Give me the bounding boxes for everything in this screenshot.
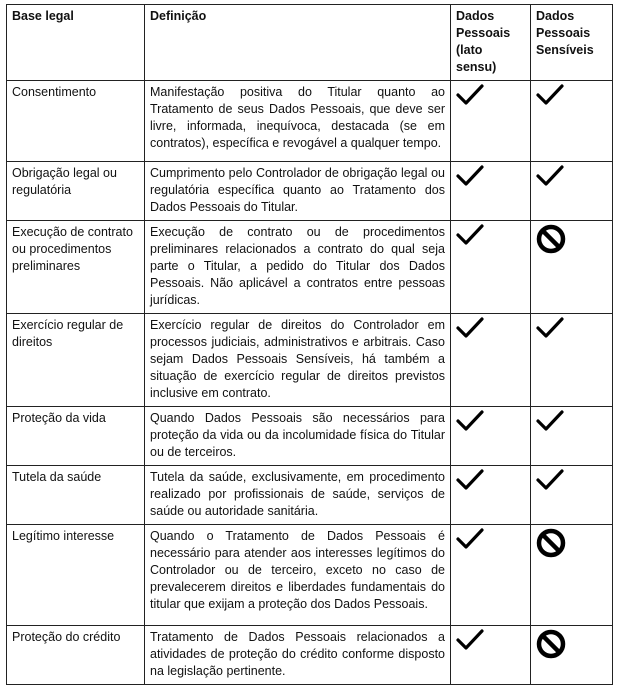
check-icon bbox=[456, 84, 525, 106]
check-icon bbox=[536, 84, 607, 106]
check-icon bbox=[456, 224, 525, 246]
dados-sensiveis-cell bbox=[531, 162, 613, 221]
definition-cell: Manifestação positiva do Titular quanto ao Tratamento de seus Dados Pessoais, que deve ser livre, informada, inequívoca, destacada (se em contratos), específica e revogável a qualquer tempo. bbox=[145, 81, 451, 162]
dados-pessoais-cell bbox=[451, 407, 531, 466]
dados-pessoais-cell bbox=[451, 314, 531, 407]
table-row bbox=[7, 626, 613, 685]
dados-pessoais-cell bbox=[451, 221, 531, 314]
check-icon bbox=[456, 629, 525, 651]
table-row bbox=[7, 466, 613, 525]
dados-sensiveis-cell bbox=[531, 314, 613, 407]
definition-cell: Tutela da saúde, exclusivamente, em procedimento realizado por profissionais de saúde, serviços de saúde ou autoridade sanitária. bbox=[145, 466, 451, 525]
prohibited-icon bbox=[536, 629, 607, 659]
dados-sensiveis-cell bbox=[531, 221, 613, 314]
prohibited-icon bbox=[536, 528, 607, 558]
base-legal-cell: Proteção da vida bbox=[7, 407, 145, 466]
check-icon bbox=[456, 528, 525, 550]
base-legal-cell: Execução de contrato ou procedimentos preliminares bbox=[7, 221, 145, 314]
table-row bbox=[7, 407, 613, 466]
dados-pessoais-cell bbox=[451, 162, 531, 221]
dados-pessoais-cell bbox=[451, 81, 531, 162]
definition-cell: Quando o Tratamento de Dados Pessoais é necessário para atender aos interesses legítimos do Controlador ou de terceiro, exceto no caso de prevalecerem direitos e liberdades fundamentais do titular que exijam a proteção dos Dados Pessoais. bbox=[145, 525, 451, 626]
table-row bbox=[7, 221, 613, 314]
table-row bbox=[7, 162, 613, 221]
legal-basis-table bbox=[6, 4, 613, 685]
prohibited-icon bbox=[536, 224, 607, 254]
dados-pessoais-cell bbox=[451, 466, 531, 525]
header-dados-sensiveis: Dados Pessoais Sensíveis bbox=[531, 5, 613, 81]
dados-sensiveis-cell bbox=[531, 525, 613, 626]
definition-cell: Quando Dados Pessoais são necessários para proteção da vida ou da incolumidade física do Titular ou de terceiros. bbox=[145, 407, 451, 466]
header-base-legal: Base legal bbox=[7, 5, 145, 81]
definition-cell: Cumprimento pelo Controlador de obrigação legal ou regulatória específica quanto ao Tratamento dos Dados Pessoais do Titular. bbox=[145, 162, 451, 221]
table-row bbox=[7, 81, 613, 162]
definition-cell: Execução de contrato ou de procedimentos preliminares relacionados a contrato do qual seja parte o Titular, a pedido do Titular dos Dados Pessoais. Não aplicável a contratos entre pessoas jurídicas. bbox=[145, 221, 451, 314]
check-icon bbox=[456, 410, 525, 432]
base-legal-cell: Tutela da saúde bbox=[7, 466, 145, 525]
base-legal-cell: Legítimo interesse bbox=[7, 525, 145, 626]
table-header-row bbox=[7, 5, 613, 81]
header-dados-pessoais: Dados Pessoais (lato sensu) bbox=[451, 5, 531, 81]
check-icon bbox=[456, 317, 525, 339]
dados-sensiveis-cell bbox=[531, 407, 613, 466]
base-legal-cell: Obrigação legal ou regulatória bbox=[7, 162, 145, 221]
check-icon bbox=[536, 165, 607, 187]
dados-sensiveis-cell bbox=[531, 466, 613, 525]
check-icon bbox=[456, 165, 525, 187]
check-icon bbox=[536, 317, 607, 339]
check-icon bbox=[536, 410, 607, 432]
header-definicao: Definição bbox=[145, 5, 451, 81]
dados-sensiveis-cell bbox=[531, 626, 613, 685]
definition-cell: Tratamento de Dados Pessoais relacionados a atividades de proteção do crédito conforme disposto na legislação pertinente. bbox=[145, 626, 451, 685]
check-icon bbox=[456, 469, 525, 491]
dados-sensiveis-cell bbox=[531, 81, 613, 162]
check-icon bbox=[536, 469, 607, 491]
base-legal-cell: Exercício regular de direitos bbox=[7, 314, 145, 407]
table-row bbox=[7, 314, 613, 407]
dados-pessoais-cell bbox=[451, 525, 531, 626]
base-legal-cell: Proteção do crédito bbox=[7, 626, 145, 685]
dados-pessoais-cell bbox=[451, 626, 531, 685]
table-row bbox=[7, 525, 613, 626]
base-legal-cell: Consentimento bbox=[7, 81, 145, 162]
definition-cell: Exercício regular de direitos do Controlador em processos judiciais, administrativos e arbitrais. Caso sejam Dados Pessoais Sensíveis, há também a situação de exercício regular de direitos previstos inclusive em contrato. bbox=[145, 314, 451, 407]
